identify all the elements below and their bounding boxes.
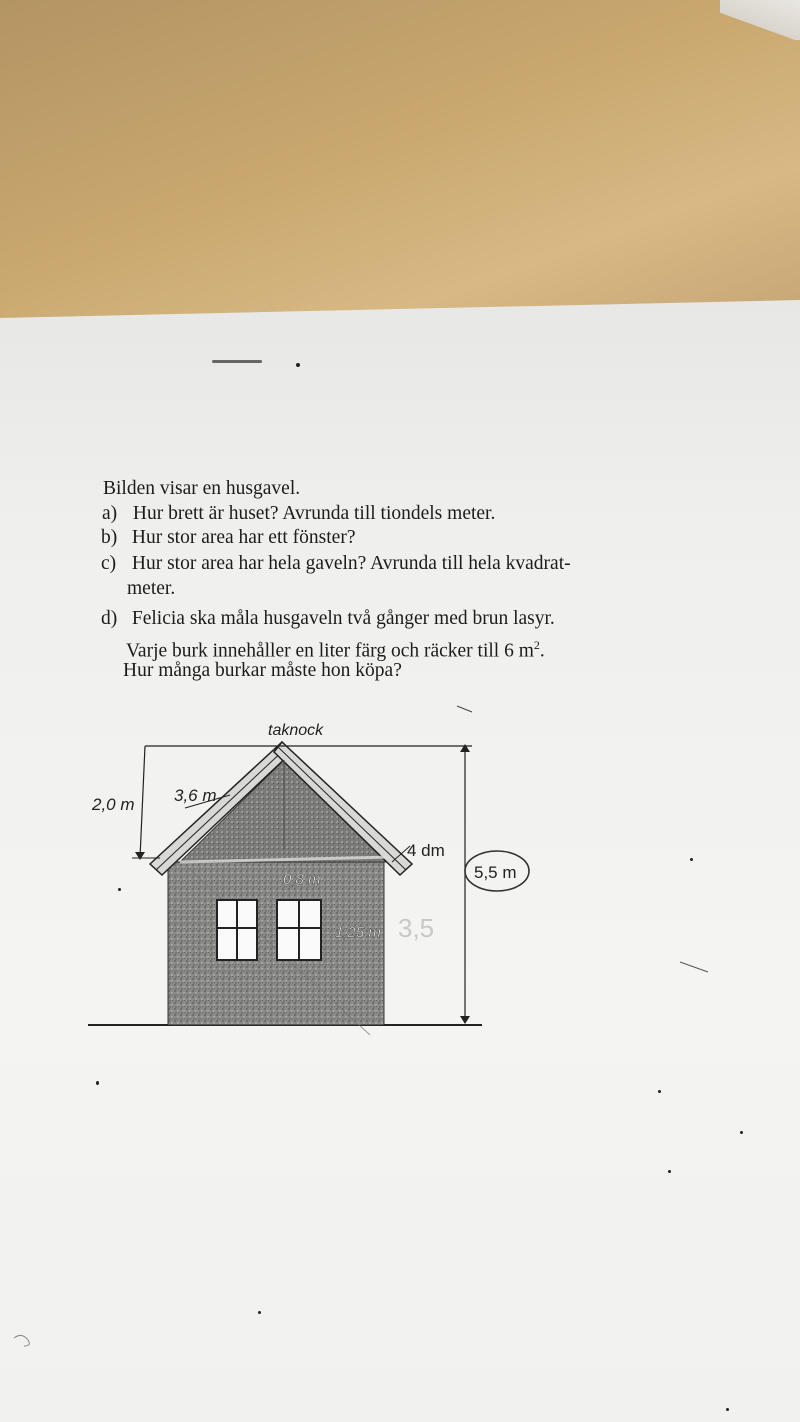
question-c-text: Hur stor area har hela gaveln? Avrunda till hela kvadrat- [131,553,571,574]
question-b-label: b) [101,527,118,548]
question-a-text: Hur brett är huset? Avrunda till tiondels meter. [132,503,496,524]
dust-speck [118,888,121,891]
question-b-text: Hur stor area har ett fönster? [131,527,356,548]
printed-smudge [212,360,262,363]
dust-speck [258,1311,261,1314]
question-d-line2-end: . [539,640,545,662]
dust-speck [690,858,693,861]
roof-slope-label: 3,6 m [174,786,217,805]
total-height-label: 5,5 m [474,863,517,882]
overhang-label: 4 dm [407,841,445,860]
dust-speck [726,1408,729,1411]
roof-height-label: 2,0 m [92,795,135,814]
dust-speck [296,363,300,367]
question-c-label: c) [101,553,117,574]
dust-speck [668,1170,671,1173]
arrow-head-icon [135,852,145,860]
dust-speck [658,1090,661,1093]
stray-pencil-mark [680,962,708,972]
window-right [277,900,321,960]
question-a-label: a) [102,503,118,524]
stray-scribble [14,1335,29,1346]
dust-speck [740,1131,743,1134]
ridge-label: taknock [268,722,324,739]
question-c-continued: meter. [127,578,176,599]
window-height-label: 1,25 m [335,924,381,941]
question-d-line3: Hur många burkar måste hon köpa? [123,660,402,681]
roof-height-dimension [140,746,145,858]
stray-pencil-mark [457,706,472,712]
handwritten-note: 3,5 [398,913,435,943]
square-superscript: 2 [533,638,540,652]
arrow-head-icon [460,1016,470,1024]
arrow-head-icon [460,744,470,752]
intro-line: Bilden visar en husgavel. [103,478,301,499]
dust-speck [96,1081,99,1085]
question-d-line2-text: Varje burk innehåller en liter färg och räcker till 6 m [126,640,534,662]
window-left [217,900,257,960]
question-d-text: Felicia ska måla husgaveln två gånger med brun lasyr. [131,608,555,629]
window-width-label: 0,8 m [283,871,321,888]
question-d-label: d) [101,608,118,629]
